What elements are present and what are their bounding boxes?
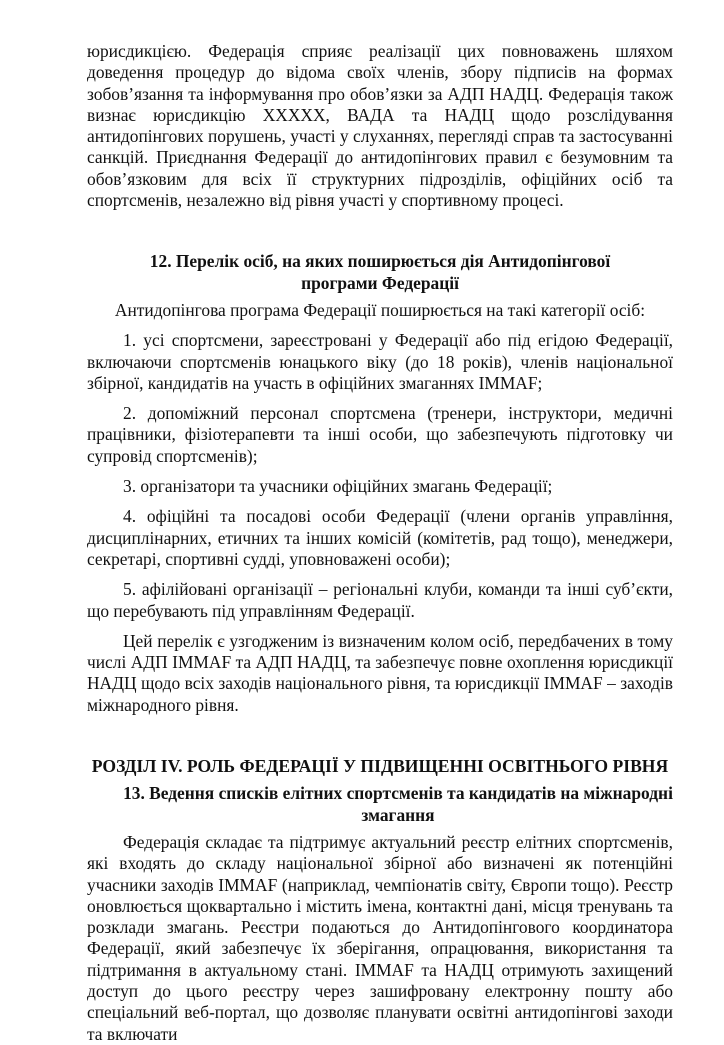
section-13-paragraph: Федерація складає та підтримує актуальний реєстр елітних спортсменів, які входять до складу національної збірної або визначені як потенційні учасники заходів IMMAF (наприклад, чемпіонатів світу, Європи тощо). Реєстр оновлюється щоквартально і містить імена, контактні дані, місця тренувань та розклади змагань. Реєстри подаються до Антидопінгового координатора Федерації, який забезпечує їх зберігання, опрацювання, використання та підтримання в актуальному стані. IMMAF та НАДЦ отримують захищений доступ до цього реєстру через зашифровану електронну пошту або спеціальний веб-портал, що дозволяє планувати освітні антидопінгові заходи та включати bbox=[87, 831, 673, 1044]
list-item: 5. афілійовані організації – регіональні клуби, команди та інші суб’єкти, що перебувають під управлінням Федерації. bbox=[87, 579, 673, 621]
document-page bbox=[87, 41, 673, 1045]
section-12-closing-paragraph: Цей перелік є узгодженим із визначеним колом осіб, передбачених в тому числі АДП IMMAF та АДП НАДЦ, та забезпечує повне охоплення юрисдикції НАДЦ щодо всіх заходів національного рівня, та юрисдикції IMMAF – заходів міжнародного рівня. bbox=[87, 630, 673, 715]
list-item: 3. організатори та учасники офіційних змагань Федерації; bbox=[123, 476, 553, 497]
list-item: 1. усі спортсмени, зареєстровані у Федерації або під егідою Федерації, включаючи спортсменів юнацького віку (до 18 років), членів національної збірної, кандидатів на участь в офіційних змаганнях IMMAF; bbox=[87, 330, 673, 393]
section-iv-title: РОЗДІЛ IV. РОЛЬ ФЕДЕРАЦІЇ У ПІДВИЩЕННІ ОСВІТНЬОГО РІВНЯ bbox=[91, 756, 669, 777]
list-item: 4. офіційні та посадові особи Федерації (члени органів управління, дисциплінарних, етичних та інших комісій (комітетів, рад тощо), менеджери, секретарі, спортивні судді, уповноважені особи); bbox=[87, 506, 673, 569]
intro-paragraph: юрисдикцією. Федерація сприяє реалізації цих повноважень шляхом доведення процедур до відома своїх членів, збору підписів на формах зобов’язання та інформування про обов’язки за АДП НАДЦ. Федерація також визнає юрисдикцію XXXXX, ВАДА та НАДЦ щодо розслідування антидопінгових порушень, участі у слуханнях, перегляді справ та застосуванні санкцій. Приєднання Федерації до антидопінгових правил є безумовним та обов’язковим для всіх її структурних підрозділів, офіційних осіб та спортсменів, незалежно від рівня участі у спортивному процесі. bbox=[87, 41, 673, 211]
section-12-lead: Антидопінгова програма Федерації поширюється на такі категорії осіб: bbox=[114, 299, 646, 320]
list-item: 2. допоміжний персонал спортсмена (тренери, інструктори, медичні працівники, фізіотерапевти та інші особи, що забезпечують підготовку чи супровід спортсменів); bbox=[87, 403, 673, 466]
section-13-heading: 13. Ведення списків елітних спортсменів та кандидатів на міжнародні змагання bbox=[123, 783, 673, 825]
section-12-heading: 12. Перелік осіб, на яких поширюється дія Антидопінгової програми Федерації bbox=[149, 251, 611, 293]
